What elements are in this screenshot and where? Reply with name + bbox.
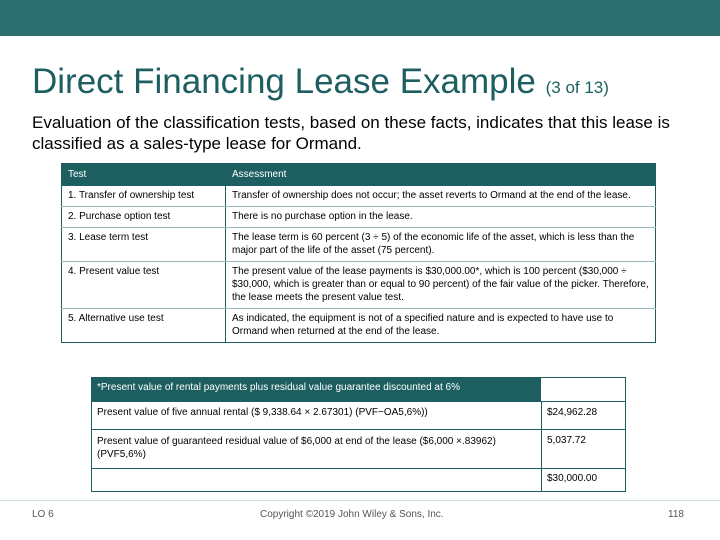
table-row (62, 309, 656, 343)
column-divider (541, 401, 542, 491)
title-text: Direct Financing Lease Example (32, 62, 536, 101)
assessment-cell: There is no purchase option in the lease. (226, 207, 656, 228)
assessment-cell: The lease term is 60 percent (3 ÷ 5) of the economic life of the asset, which is less than the major part of the life of the asset (75 percent). (226, 228, 656, 262)
page-number: 118 (668, 509, 684, 520)
residual-pv-value: 5,037.72 (547, 435, 586, 446)
test-cell: 5. Alternative use test (62, 309, 226, 343)
test-cell: 2. Purchase option test (62, 207, 226, 228)
top-banner (0, 0, 720, 36)
table-header-row (62, 164, 656, 186)
row-divider (92, 401, 625, 402)
total-pv-value: $30,000.00 (547, 473, 598, 484)
assessment-cell: The present value of the lease payments is $30,000.00*, which is 100 percent ($30,000 ÷ $30,000, which is greater than or equal to 90 percent) of the fair value of the picker. Therefore, the lease meets the present value test. (226, 262, 656, 309)
test-cell: 1. Transfer of ownership test (62, 186, 226, 207)
classification-tests-table (61, 163, 656, 343)
slide-title (32, 62, 609, 102)
table-row (62, 228, 656, 262)
title-part-counter: (3 of 13) (545, 78, 609, 97)
rental-pv-label: Present value of five annual rental ($ 9,338.64 × 2.67301) (PVF−OA5,6%)) (97, 407, 428, 418)
intro-text: Evaluation of the classification tests, based on these facts, indicates that this lease is classified as a sales-type lease for Ormand. (32, 113, 670, 153)
learning-objective-label: LO 6 (32, 509, 54, 520)
table-row (62, 262, 656, 309)
test-cell: 3. Lease term test (62, 228, 226, 262)
copyright-text: Copyright ©2019 John Wiley & Sons, Inc. (260, 509, 444, 520)
test-cell: 4. Present value test (62, 262, 226, 309)
row-divider (92, 429, 625, 430)
footer-divider (0, 500, 720, 501)
present-value-box (91, 377, 626, 492)
column-header-test: Test (62, 164, 226, 186)
assessment-cell: As indicated, the equipment is not of a specified nature and is expected to have use to Ormand when returned at the end of the lease. (226, 309, 656, 343)
residual-pv-label: Present value of guaranteed residual value of $6,000 at end of the lease ($6,000 ×.83962)(PVF5,6%) (97, 436, 496, 460)
table-row (62, 207, 656, 228)
column-header-assessment: Assessment (226, 164, 656, 186)
rental-pv-value: $24,962.28 (547, 407, 598, 418)
table-row (62, 186, 656, 207)
present-value-header: *Present value of rental payments plus residual value guarantee discounted at 6% (92, 378, 541, 401)
row-divider (92, 468, 625, 469)
assessment-cell: Transfer of ownership does not occur; the asset reverts to Ormand at the end of the lease. (226, 186, 656, 207)
